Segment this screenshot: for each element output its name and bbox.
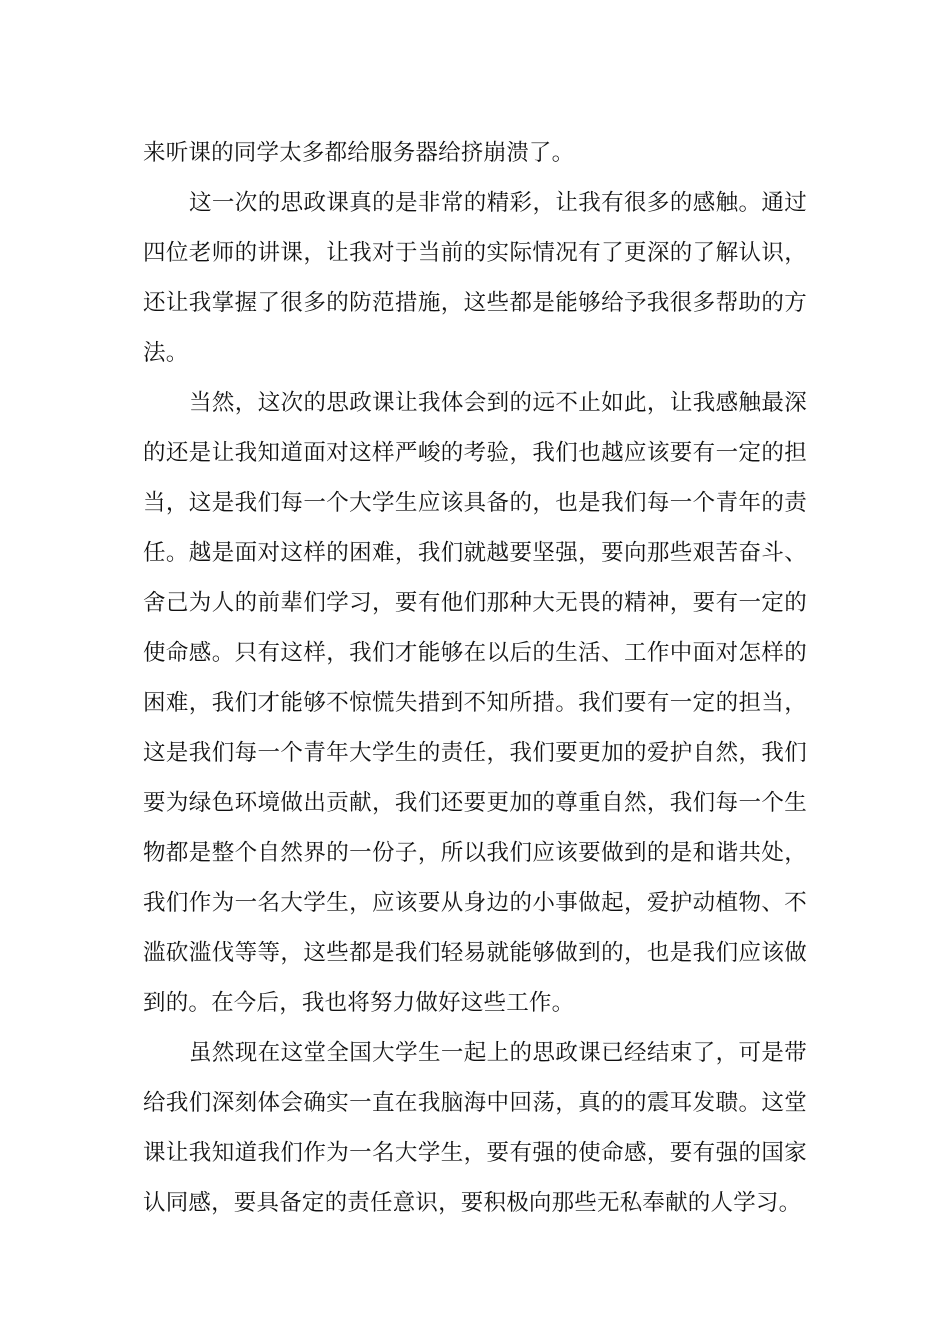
paragraph-4: 虽然现在这堂全国大学生一起上的思政课已经结束了，可是带给我们深刻体会确实一直在我脑海中回荡，真的的震耳发聩。这堂课让我知道我们作为一名大学生，要有强的使命感，要有强的国家认同感，要具备定的责任意识，要积极向那些无私奉献的人学习。 bbox=[143, 1040, 807, 1216]
body-text bbox=[143, 128, 807, 1228]
paragraph-continuation: 来听课的同学太多都给服务器给挤崩溃了。 bbox=[143, 140, 575, 166]
paragraph-3: 当然，这次的思政课让我体会到的远不止如此，让我感触最深的还是让我知道面对这样严峻的考验，我们也越应该要有一定的担当，这是我们每一个大学生应该具备的，也是我们每一个青年的责任。越是面对这样的困难，我们就越要坚强，要向那些艰苦奋斗、舍己为人的前辈们学习，要有他们那种大无畏的精神，要有一定的使命感。只有这样，我们才能够在以后的生活、工作中面对怎样的困难，我们才能够不惊慌失措到不知所措。我们要有一定的担当，这是我们每一个青年大学生的责任，我们要更加的爱护自然，我们要为绿色环境做出贡献，我们还要更加的尊重自然，我们每一个生物都是整个自然界的一份子，所以我们应该要做到的是和谐共处，我们作为一名大学生，应该要从身边的小事做起，爱护动植物、不滥砍滥伐等等，这些都是我们轻易就能够做到的，也是我们应该做到的。在今后，我也将努力做好这些工作。 bbox=[143, 390, 807, 1016]
paragraph-2: 这一次的思政课真的是非常的精彩，让我有很多的感触。通过四位老师的讲课，让我对于当前的实际情况有了更深的了解认识，还让我掌握了很多的防范措施，这些都是能够给予我很多帮助的方法。 bbox=[143, 190, 807, 366]
